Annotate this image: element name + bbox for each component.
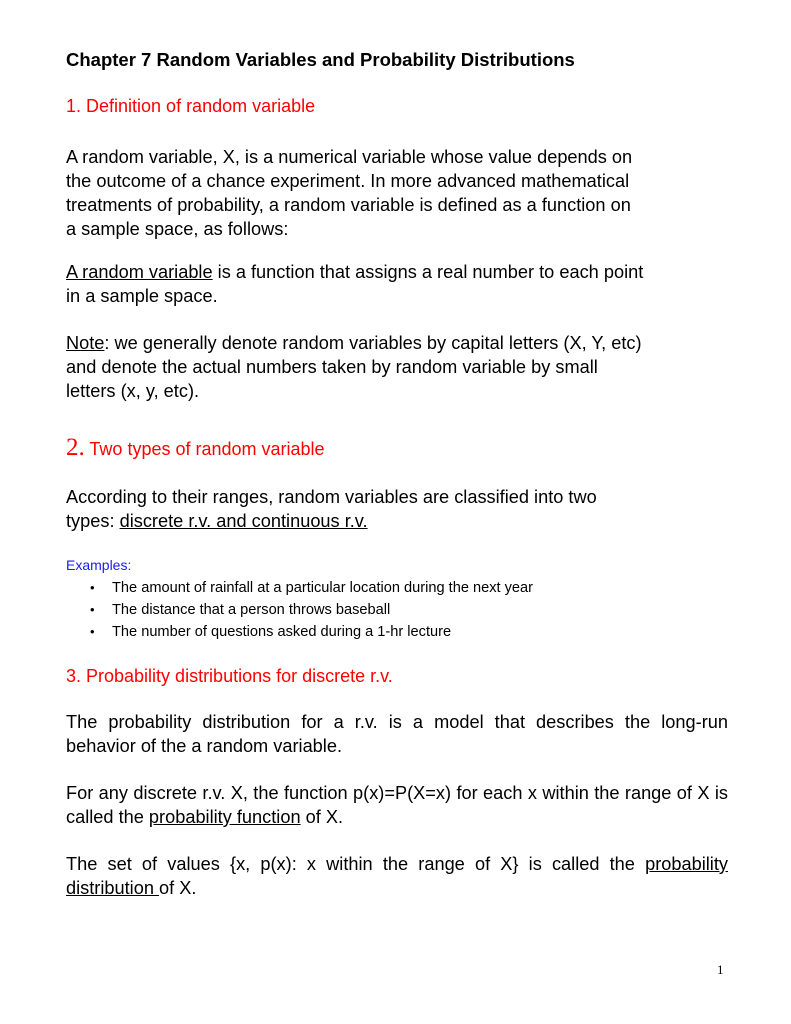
random-variable-term: A random variable (66, 262, 213, 282)
formal-definition-paragraph (66, 260, 728, 308)
note-line (66, 331, 728, 355)
probability-distribution-text: The set of values {x, p(x): x within the range of X} is called the (66, 854, 646, 874)
types-line (66, 509, 728, 533)
types-paragraph (66, 485, 728, 533)
list-item (88, 599, 533, 621)
formal-definition-text: is a function that assigns a real number to each point (212, 262, 644, 282)
probability-distribution-tail: of X. (159, 878, 197, 898)
page-number: 1 (717, 962, 724, 977)
probability-distribution-term: probability distribution (66, 854, 728, 898)
example-text: The number of questions asked during a 1-hr lecture (112, 624, 452, 640)
types-list: discrete r.v. and continuous r.v. (119, 511, 368, 531)
list-item (88, 577, 533, 599)
note-line: letters (x, y, etc). (66, 381, 200, 401)
types-prefix: types: (66, 511, 120, 531)
formal-definition-line: in a sample space. (66, 286, 218, 306)
section-2-title: Two types of random variable (84, 439, 325, 459)
bullet-icon: • (90, 580, 95, 595)
bullet-icon: • (90, 602, 95, 617)
section-3-heading: 3. Probability distributions for discrete r.v. (66, 666, 393, 686)
probability-function-paragraph (66, 781, 728, 829)
note-term: Note (66, 333, 105, 353)
examples-list (88, 577, 533, 643)
bullet-icon: • (90, 624, 95, 639)
probability-function-tail: of X. (300, 807, 344, 827)
chapter-title: Chapter 7 Random Variables and Probability Distributions (66, 49, 575, 70)
probability-function-text: For any discrete r.v. X, the function p(x)=P(X=x) for each x within the range of X is called the (66, 783, 728, 827)
example-text: The distance that a person throws baseball (112, 602, 391, 618)
example-text: The amount of rainfall at a particular location during the next year (112, 580, 534, 596)
definition-line: the outcome of a chance experiment. In more advanced mathematical (66, 171, 630, 191)
note-line: and denote the actual numbers taken by random variable by small (66, 357, 598, 377)
note-text: : we generally denote random variables by capital letters (X, Y, etc) (104, 333, 642, 353)
definition-line: A random variable, X, is a numerical variable whose value depends on (66, 147, 633, 167)
formal-definition-line (66, 260, 728, 284)
examples-label: Examples: (66, 557, 132, 573)
probability-function-term: probability function (148, 807, 301, 827)
types-line: According to their ranges, random variables are classified into two (66, 487, 597, 507)
definition-line: treatments of probability, a random variable is defined as a function on (66, 195, 631, 215)
section-2-number: 2. (66, 434, 85, 461)
list-item (88, 621, 533, 643)
definition-paragraph (66, 145, 728, 241)
section-2-heading (66, 434, 325, 462)
definition-line: a sample space, as follows: (66, 219, 289, 239)
probability-distribution-paragraph (66, 852, 728, 900)
note-paragraph (66, 331, 728, 403)
distribution-paragraph: The probability distribution for a r.v. is a model that describes the long-run behavior of the a random variable. (66, 712, 728, 756)
section-1-heading: 1. Definition of random variable (66, 96, 316, 116)
